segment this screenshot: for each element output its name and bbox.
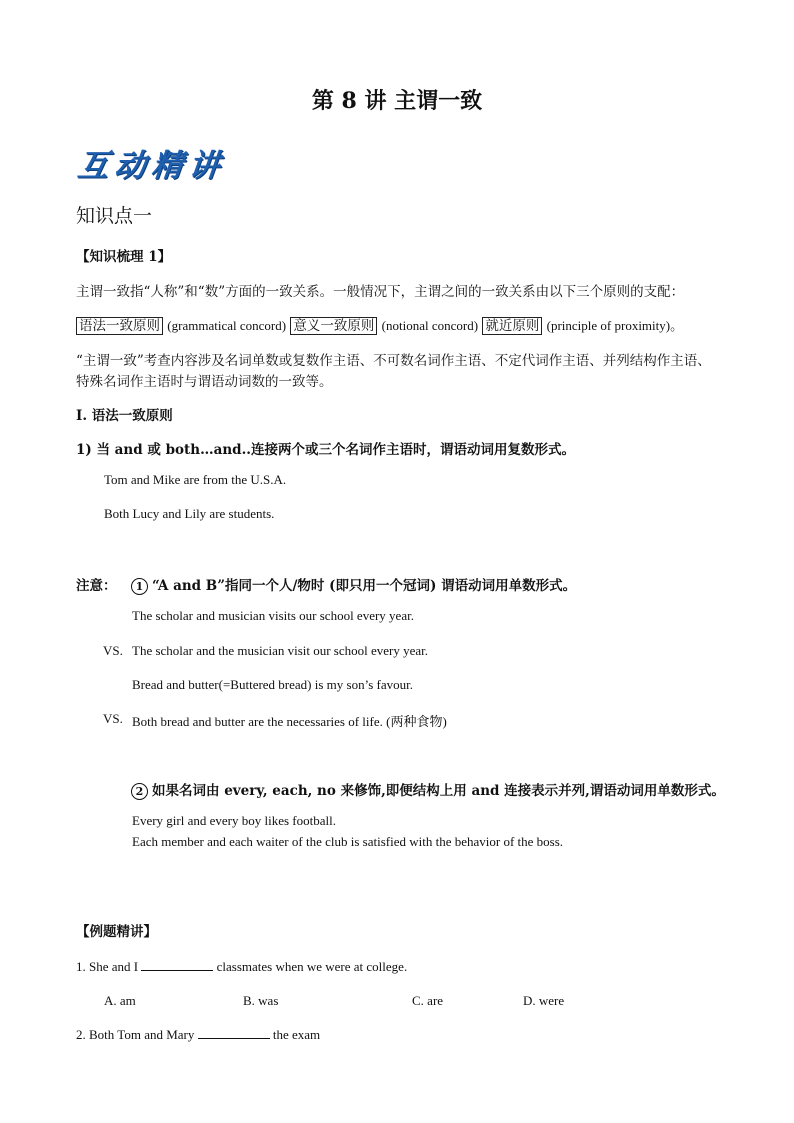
note-2 <box>131 779 725 800</box>
note-1-text: “A and B”指同一个人/物时 (即只用一个冠词) 谓语动词用单数形式。 <box>152 578 577 594</box>
question-1 <box>76 959 407 975</box>
question-2 <box>76 1027 320 1043</box>
option-b: B. was <box>243 993 279 1008</box>
circled-number-1: 1 <box>131 578 148 595</box>
answer-blank[interactable] <box>141 970 213 971</box>
principle-grammatical-english: (grammatical concord) <box>167 318 287 333</box>
note-label: 注意： <box>76 578 117 594</box>
intro-text: 主谓一致指“人称”和“数”方面的一致关系。一般情况下，主谓之间的一致关系由以下三个原则的支配： <box>76 284 685 300</box>
note-2-text: 如果名词由 every, each, no 来修饰,即便结构上用 and 连接表示并列,谓语动词用单数形式。 <box>152 783 725 799</box>
principle-grammatical: 语法一致原则 <box>76 317 163 335</box>
section-banner: 互动精讲 <box>75 148 228 184</box>
rule-1: 1) 当 and 或 both…and..连接两个或三个名词作主语时，谓语动词用复数形式。 <box>76 442 575 458</box>
note-1-example: The scholar and musician visits our school every year. <box>132 608 414 623</box>
question-text-after: classmates when we were at college. <box>216 959 408 974</box>
circled-number-2: 2 <box>131 783 148 800</box>
rule-1-example: Both Lucy and Lily are students. <box>104 506 275 521</box>
answer-blank[interactable] <box>198 1038 270 1039</box>
question-text-before: Both Tom and Mary <box>89 1027 195 1042</box>
note-2-example: Every girl and every boy likes football. <box>132 813 336 828</box>
note-2-example: Each member and each waiter of the club is satisfied with the behavior of the boss. <box>132 834 564 849</box>
principle-notional: 意义一致原则 <box>290 317 377 335</box>
question-text-after: the exam <box>272 1027 321 1042</box>
section-heading: 知识点一 <box>76 205 153 227</box>
vs-marker: VS. <box>103 711 123 726</box>
page-title: 第 8 讲 主谓一致 <box>311 88 483 114</box>
principle-proximity: 就近原则 <box>482 317 542 335</box>
knowledge-sorting-label: 【知识梳理 1】 <box>76 249 172 265</box>
principle-notional-english: (notional concord) <box>381 318 479 333</box>
note-1-example: The scholar and the musician visit our school every year. <box>132 643 429 658</box>
examples-label: 【例题精讲】 <box>76 924 157 940</box>
scope-text-line-1: “主谓一致”考查内容涉及名词单数或复数作主语、不可数名词作主语、不定代词作主语、并列结构作主语、 <box>76 353 711 369</box>
option-a: A. am <box>104 993 136 1008</box>
note-1-example: Bread and butter(=Buttered bread) is my son’s favour. <box>132 677 413 692</box>
note-1-example: Both bread and butter are the necessaries of life. (两种食物) <box>132 714 447 729</box>
scope-text-line-2: 特殊名词作主语时与谓语动词数的一致等。 <box>76 374 333 390</box>
subsection-title: I. 语法一致原则 <box>76 408 173 424</box>
option-c: C. are <box>412 993 444 1008</box>
principle-proximity-english: (principle of proximity)。 <box>546 318 684 333</box>
vs-marker: VS. <box>103 643 123 658</box>
rule-1-example: Tom and Mike are from the U.S.A. <box>104 472 287 487</box>
question-text-before: She and I <box>89 959 139 974</box>
note-1 <box>131 574 576 595</box>
question-number: 2. <box>76 1027 86 1042</box>
principles-line <box>76 314 683 334</box>
question-number: 1. <box>76 959 86 974</box>
option-d: D. were <box>523 993 565 1008</box>
